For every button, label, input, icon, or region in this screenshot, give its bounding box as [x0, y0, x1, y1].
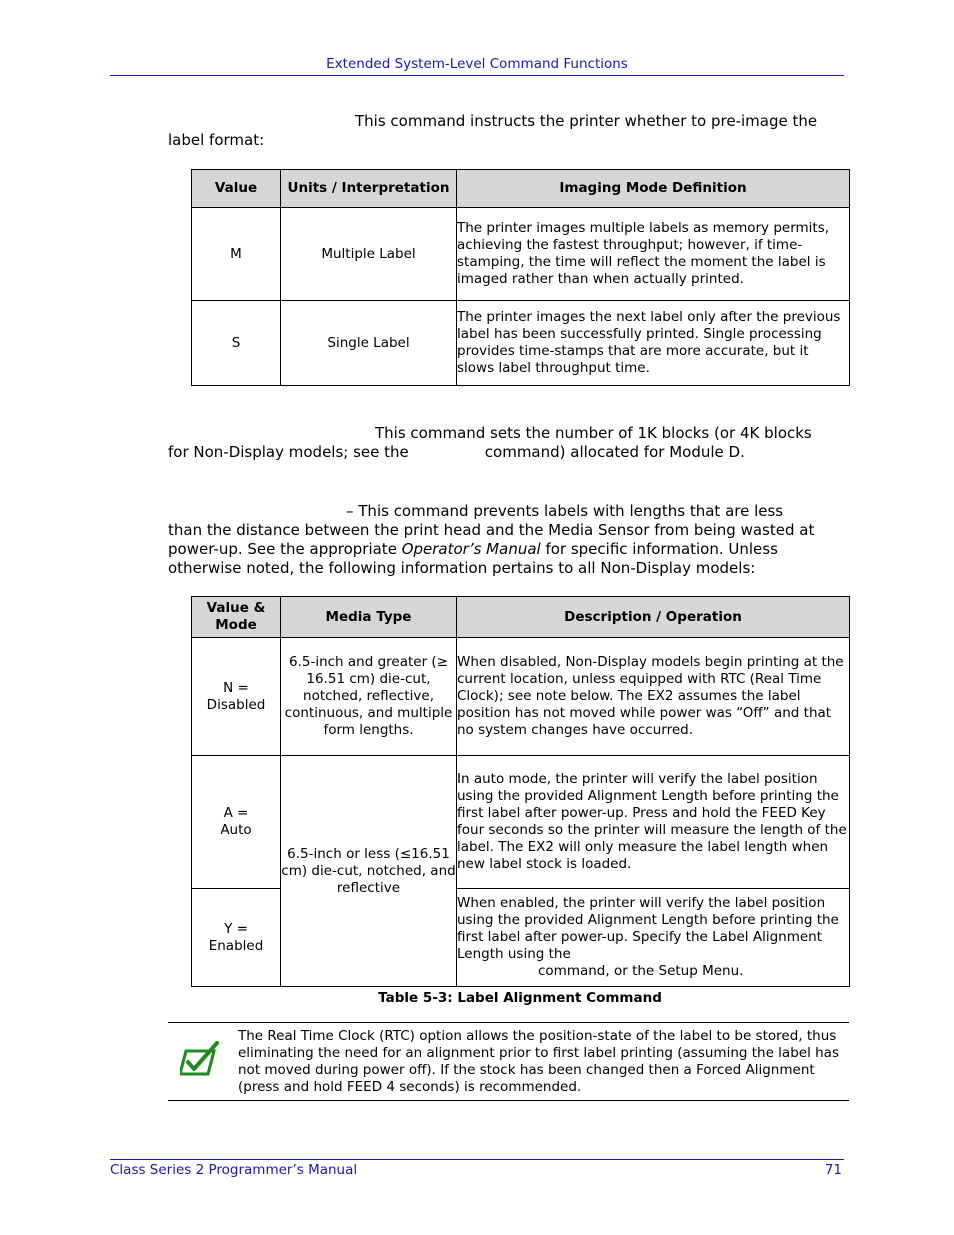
- description-cell: [457, 889, 850, 987]
- table-row: [192, 208, 850, 301]
- table-header-row: [192, 597, 850, 638]
- column-header-units: Units / Interpretation: [281, 170, 457, 208]
- page-number: 71: [824, 1162, 842, 1178]
- operators-manual-title: Operator’s Manual: [401, 540, 541, 558]
- media-type-cell: 6.5-inch or less (≤16.51 cm) die-cut, notched, and reflective: [281, 756, 457, 987]
- description-cell: When disabled, Non-Display models begin printing at the current location, unless equipped with RTC (Real Time Clock); see note below. The EX2 assumes the label position has not moved while power was “Off” and that no system changes have occurred.: [457, 638, 850, 756]
- value-mode-cell: [192, 889, 281, 987]
- intro-3-line-2: than the distance between the print head and the Media Sensor from being wasted at: [168, 521, 815, 539]
- definition-cell: The printer images multiple labels as memory permits, achieving the fastest throughput; however, if time-stamping, the time will reflect the moment the label is imaged rather than when actually printed.: [457, 208, 850, 301]
- intro-1-line-1: This command instructs the printer whether to pre-image the: [355, 112, 818, 130]
- units-cell: Multiple Label: [281, 208, 457, 301]
- intro-3-line-3a: power-up. See the appropriate: [168, 540, 402, 558]
- mode-name: Disabled: [206, 696, 266, 713]
- column-header-media-type: Media Type: [281, 597, 457, 638]
- column-header-value-mode: Value & Mode: [192, 597, 281, 638]
- units-cell: Single Label: [281, 301, 457, 386]
- value-cell: M: [192, 208, 281, 301]
- checkbox-check-icon: [180, 1041, 220, 1077]
- table-row: [192, 756, 850, 889]
- column-header-description: Description / Operation: [457, 597, 850, 638]
- rtc-note-text: The Real Time Clock (RTC) option allows the position-state of the label to be stored, thus eliminating the need for an alignment prior to first label printing (assuming the label has not moved during power off). If the stock has been changed then a Forced Alignment (press and hold FEED 4 seconds) is recommended.: [238, 1028, 839, 1095]
- column-header-definition: Imaging Mode Definition: [457, 170, 850, 208]
- media-type-cell: 6.5-inch and greater (≥ 16.51 cm) die-cut, notched, reflective, continuous, and multiple form lengths.: [281, 638, 457, 756]
- description-text-end: command, or the Setup Menu.: [538, 963, 744, 979]
- intro-2-line-2b: command) allocated for Module D.: [484, 443, 745, 461]
- value-cell: S: [192, 301, 281, 386]
- intro-paragraph-3: [168, 502, 844, 578]
- intro-paragraph-1: [168, 112, 844, 150]
- description-cell: In auto mode, the printer will verify the label position using the provided Alignment Length before printing the first label after power-up. Press and hold the FEED Key four seconds so the printer will measure the length of the label. The EX2 will only measure the label length when new label stock is loaded.: [457, 756, 850, 889]
- description-text: When enabled, the printer will verify the label position using the provided Alignment Length before printing the first label after power-up. Specify the Label Alignment Length using the: [457, 895, 839, 962]
- header-rule: [110, 75, 844, 76]
- intro-3-line-4: otherwise noted, the following information pertains to all Non-Display models:: [168, 559, 756, 577]
- intro-1-line-2: label format:: [168, 131, 265, 149]
- intro-2-line-1: This command sets the number of 1K blocks (or 4K blocks: [375, 424, 812, 442]
- mode-name: Enabled: [208, 937, 264, 954]
- footer-manual-title: Class Series 2 Programmer’s Manual: [110, 1162, 358, 1178]
- label-alignment-table: [191, 596, 850, 987]
- value-code: Y =: [224, 920, 248, 937]
- value-mode-cell: [192, 638, 281, 756]
- intro-paragraph-2: [168, 424, 844, 462]
- table-header-row: [192, 170, 850, 208]
- imaging-mode-table: [191, 169, 850, 386]
- table-row: [192, 638, 850, 756]
- value-code: A =: [223, 805, 249, 821]
- intro-2-line-2: [168, 443, 844, 462]
- intro-3-line-1: – This command prevents labels with lengths that are less: [346, 502, 784, 520]
- footer-rule: [110, 1159, 844, 1160]
- column-header-value: Value: [192, 170, 281, 208]
- intro-3-line-3b: for specific information. Unless: [540, 540, 778, 558]
- value-code: N =: [223, 679, 249, 696]
- value-mode-cell: [192, 756, 281, 889]
- note-bottom-rule: [168, 1100, 849, 1101]
- note-top-rule: [168, 1022, 849, 1023]
- intro-3-line-3: [168, 540, 844, 559]
- intro-2-line-2a: for Non-Display models; see the: [168, 443, 409, 461]
- definition-cell: The printer images the next label only after the previous label has been successfully printed. Single processing provides time-stamps that are more accurate, but it slows label throughput time.: [457, 301, 850, 386]
- table-caption: Table 5-3: Label Alignment Command: [378, 990, 662, 1006]
- table-row: [192, 301, 850, 386]
- running-header: Extended System-Level Command Functions: [326, 56, 628, 72]
- mode-name: Auto: [220, 822, 252, 838]
